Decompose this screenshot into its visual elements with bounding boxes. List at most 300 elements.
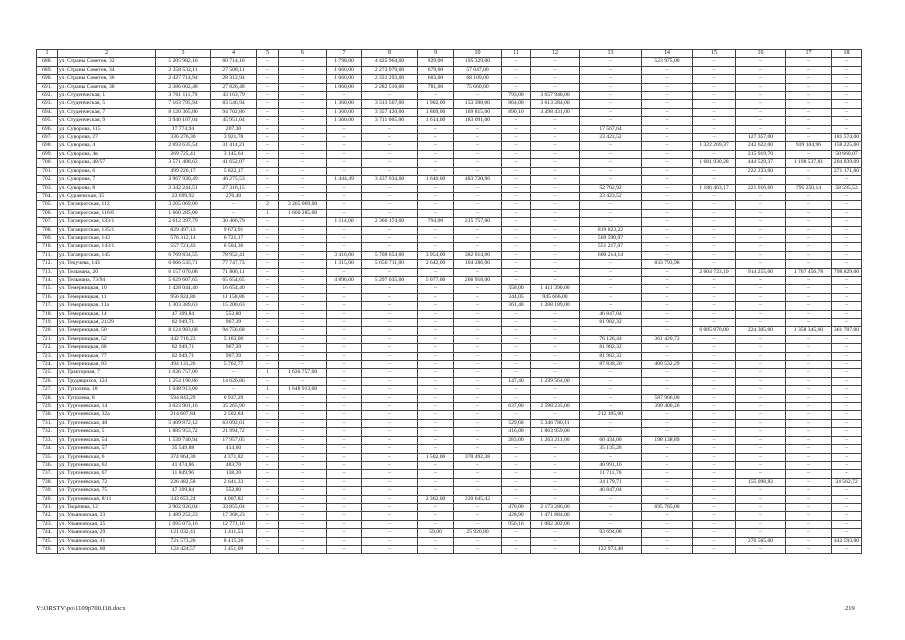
- value-cell: –: [736, 445, 786, 453]
- value-cell: –: [502, 234, 531, 242]
- value-cell: –: [693, 529, 736, 537]
- row-number-cell: 708.: [37, 226, 58, 234]
- row-number-cell: 739.: [37, 487, 58, 495]
- value-cell: 93 694,08: [580, 529, 642, 537]
- value-cell: –: [362, 285, 418, 293]
- value-cell: –: [454, 419, 502, 427]
- value-cell: –: [693, 335, 736, 343]
- value-cell: 30 466,79: [211, 218, 257, 226]
- value-cell: –: [736, 83, 786, 91]
- value-cell: –: [327, 394, 362, 402]
- table-row: [37, 319, 862, 327]
- value-cell: –: [736, 503, 786, 511]
- value-cell: –: [642, 461, 693, 469]
- value-cell: –: [257, 58, 279, 66]
- value-cell: 374 864,30: [156, 453, 211, 461]
- address-cell: ул. Тельмана, 20: [58, 268, 156, 276]
- value-cell: 269 725,41: [156, 150, 211, 158]
- column-header: 10: [454, 50, 502, 58]
- value-cell: –: [327, 369, 362, 377]
- value-cell: 1 767 456,78: [786, 268, 832, 276]
- row-number-cell: 740.: [37, 495, 58, 503]
- value-cell: –: [502, 66, 531, 74]
- value-cell: –: [418, 201, 454, 209]
- row-number-cell: 741.: [37, 503, 58, 511]
- value-cell: –: [642, 520, 693, 528]
- value-cell: –: [454, 470, 502, 478]
- value-cell: –: [736, 251, 786, 259]
- value-cell: –: [580, 100, 642, 108]
- value-cell: –: [693, 117, 736, 125]
- value-cell: –: [580, 512, 642, 520]
- row-number-cell: 727.: [37, 386, 58, 394]
- column-header: 11: [502, 50, 531, 58]
- value-cell: –: [786, 234, 832, 242]
- value-cell: –: [531, 276, 580, 284]
- value-cell: –: [362, 92, 418, 100]
- value-cell: –: [454, 243, 502, 251]
- value-cell: –: [279, 243, 327, 251]
- value-cell: 795 250,14: [786, 184, 832, 192]
- value-cell: –: [693, 234, 736, 242]
- column-header: 7: [327, 50, 362, 58]
- value-cell: –: [736, 361, 786, 369]
- value-cell: –: [580, 369, 642, 377]
- value-cell: –: [832, 83, 862, 91]
- table-row: [37, 386, 862, 394]
- row-number-cell: 702.: [37, 176, 58, 184]
- value-cell: 587 906,00: [642, 394, 693, 402]
- value-cell: 343 653,24: [156, 495, 211, 503]
- value-cell: –: [502, 529, 531, 537]
- value-cell: –: [257, 176, 279, 184]
- value-cell: –: [832, 218, 862, 226]
- value-cell: –: [362, 201, 418, 209]
- table-row: [37, 293, 862, 301]
- value-cell: –: [502, 361, 531, 369]
- value-cell: –: [327, 167, 362, 175]
- value-cell: –: [327, 361, 362, 369]
- value-cell: –: [786, 403, 832, 411]
- value-cell: –: [531, 386, 580, 394]
- table-row: [37, 159, 862, 167]
- value-cell: –: [418, 419, 454, 427]
- value-cell: –: [257, 276, 279, 284]
- value-cell: –: [786, 545, 832, 553]
- value-cell: 4 896,00: [327, 276, 362, 284]
- value-cell: –: [736, 319, 786, 327]
- value-cell: 833 793,98: [642, 260, 693, 268]
- value-cell: –: [418, 159, 454, 167]
- row-number-cell: 712.: [37, 260, 58, 268]
- value-cell: –: [362, 478, 418, 486]
- value-cell: –: [531, 184, 580, 192]
- value-cell: –: [257, 394, 279, 402]
- value-cell: –: [736, 293, 786, 301]
- value-cell: –: [279, 134, 327, 142]
- value-cell: –: [362, 411, 418, 419]
- value-cell: –: [279, 520, 327, 528]
- value-cell: –: [693, 293, 736, 301]
- address-cell: ул. Страны Советов, 32: [58, 58, 156, 66]
- table-row: [37, 209, 862, 217]
- value-cell: –: [531, 209, 580, 217]
- value-cell: 5 346 780,11: [531, 419, 580, 427]
- value-cell: –: [327, 520, 362, 528]
- value-cell: –: [257, 75, 279, 83]
- value-cell: –: [454, 487, 502, 495]
- value-cell: –: [832, 125, 862, 133]
- value-cell: –: [642, 83, 693, 91]
- value-cell: –: [786, 293, 832, 301]
- value-cell: –: [786, 344, 832, 352]
- table-row: [37, 537, 862, 545]
- value-cell: 17 368,23: [211, 512, 257, 520]
- value-cell: 1 288 189,00: [531, 302, 580, 310]
- value-cell: –: [502, 176, 531, 184]
- address-cell: ул. Ульяновская, 29: [58, 529, 156, 537]
- value-cell: 2 641,33: [211, 478, 257, 486]
- value-cell: 4 371,82: [211, 453, 257, 461]
- value-cell: –: [418, 243, 454, 251]
- value-cell: –: [454, 327, 502, 335]
- address-cell: ул. Тельмана, 73/94: [58, 276, 156, 284]
- value-cell: –: [454, 302, 502, 310]
- value-cell: –: [327, 529, 362, 537]
- value-cell: –: [832, 260, 862, 268]
- address-cell: ул. Темерницкая, 77: [58, 352, 156, 360]
- value-cell: –: [832, 302, 862, 310]
- address-cell: ул. Страны Советов, 36: [58, 75, 156, 83]
- value-cell: –: [832, 234, 862, 242]
- value-cell: –: [832, 176, 862, 184]
- value-cell: 183 091,00: [454, 117, 502, 125]
- value-cell: –: [832, 243, 862, 251]
- value-cell: 8 415,26: [211, 537, 257, 545]
- value-cell: –: [832, 226, 862, 234]
- table-row: [37, 142, 862, 150]
- value-cell: 1 411,53: [211, 529, 257, 537]
- address-cell: ул. Текучева, 143: [58, 260, 156, 268]
- value-cell: –: [454, 386, 502, 394]
- row-number-cell: 717.: [37, 302, 58, 310]
- value-cell: –: [786, 445, 832, 453]
- value-cell: –: [642, 66, 693, 74]
- value-cell: –: [279, 184, 327, 192]
- row-number-cell: 709.: [37, 234, 58, 242]
- value-cell: –: [832, 66, 862, 74]
- value-cell: 967,39: [211, 344, 257, 352]
- value-cell: 793,00: [502, 92, 531, 100]
- value-cell: –: [257, 293, 279, 301]
- value-cell: 483 720,96: [454, 176, 502, 184]
- value-cell: 65 654,65: [211, 276, 257, 284]
- value-cell: –: [693, 403, 736, 411]
- column-header: 16: [736, 50, 786, 58]
- value-cell: –: [786, 125, 832, 133]
- value-cell: –: [502, 142, 531, 150]
- table-row: [37, 192, 862, 200]
- value-cell: –: [531, 218, 580, 226]
- value-cell: 6 721,17: [211, 234, 257, 242]
- value-cell: 11 711,76: [580, 470, 642, 478]
- value-cell: –: [580, 83, 642, 91]
- row-number-cell: 691.: [37, 83, 58, 91]
- value-cell: –: [693, 436, 736, 444]
- address-cell: ул. Суворова, 4в: [58, 150, 156, 158]
- value-cell: –: [279, 470, 327, 478]
- row-number-cell: 723.: [37, 352, 58, 360]
- value-cell: –: [279, 461, 327, 469]
- value-cell: –: [786, 66, 832, 74]
- value-cell: –: [362, 184, 418, 192]
- value-cell: –: [786, 369, 832, 377]
- row-number-cell: 732.: [37, 428, 58, 436]
- value-cell: –: [786, 394, 832, 402]
- value-cell: –: [327, 478, 362, 486]
- value-cell: 25 926,80: [454, 529, 502, 537]
- value-cell: –: [257, 234, 279, 242]
- row-number-cell: 728.: [37, 394, 58, 402]
- address-cell: ул. Студенческая, 1: [58, 92, 156, 100]
- value-cell: –: [580, 176, 642, 184]
- column-header: 18: [832, 50, 862, 58]
- value-cell: –: [279, 411, 327, 419]
- address-cell: ул. Тюрязева, 12: [58, 503, 156, 511]
- value-cell: –: [832, 117, 862, 125]
- value-cell: –: [502, 251, 531, 259]
- value-cell: –: [693, 92, 736, 100]
- value-cell: –: [257, 470, 279, 478]
- table-row: [37, 344, 862, 352]
- value-cell: 442 593,00: [832, 537, 862, 545]
- value-cell: –: [693, 369, 736, 377]
- value-cell: –: [531, 58, 580, 66]
- value-cell: 68 109,00: [454, 75, 502, 83]
- value-cell: –: [786, 167, 832, 175]
- value-cell: 266 918,00: [454, 276, 502, 284]
- value-cell: –: [362, 344, 418, 352]
- value-cell: 382 014,00: [454, 251, 502, 259]
- value-cell: –: [736, 302, 786, 310]
- value-cell: –: [257, 344, 279, 352]
- address-cell: ул. Тургеневская, 6: [58, 453, 156, 461]
- value-cell: –: [642, 134, 693, 142]
- row-number-cell: 701.: [37, 167, 58, 175]
- value-cell: –: [418, 150, 454, 158]
- value-cell: –: [736, 520, 786, 528]
- value-cell: 3 657 948,00: [531, 92, 580, 100]
- value-cell: –: [327, 419, 362, 427]
- value-cell: –: [502, 369, 531, 377]
- value-cell: –: [832, 445, 862, 453]
- value-cell: –: [279, 218, 327, 226]
- value-cell: –: [832, 461, 862, 469]
- value-cell: –: [736, 352, 786, 360]
- value-cell: –: [642, 445, 693, 453]
- table-row: [37, 310, 862, 318]
- value-cell: –: [786, 478, 832, 486]
- value-cell: 46 847,04: [580, 310, 642, 318]
- value-cell: 1 303 389,63: [156, 302, 211, 310]
- value-cell: –: [257, 125, 279, 133]
- value-cell: –: [736, 310, 786, 318]
- value-cell: –: [502, 260, 531, 268]
- value-cell: –: [786, 58, 832, 66]
- value-cell: –: [642, 411, 693, 419]
- value-cell: 390 400,26: [642, 403, 693, 411]
- value-cell: –: [693, 520, 736, 528]
- value-cell: –: [362, 419, 418, 427]
- value-cell: 122 973,48: [580, 545, 642, 553]
- value-cell: 336 276,30: [156, 134, 211, 142]
- value-cell: 4 007,82: [211, 495, 257, 503]
- value-cell: 82 949,71: [156, 319, 211, 327]
- table-row: [37, 243, 862, 251]
- value-cell: –: [454, 226, 502, 234]
- value-cell: –: [362, 436, 418, 444]
- value-cell: 1 411 390,00: [531, 285, 580, 293]
- value-cell: –: [736, 108, 786, 116]
- row-number-cell: 730.: [37, 411, 58, 419]
- value-cell: –: [642, 285, 693, 293]
- table-row: [37, 83, 862, 91]
- address-cell: ул. Суворова, 8: [58, 184, 156, 192]
- value-cell: –: [531, 529, 580, 537]
- value-cell: –: [786, 386, 832, 394]
- value-cell: –: [693, 83, 736, 91]
- value-cell: –: [531, 268, 580, 276]
- value-cell: 1 186 463,17: [693, 184, 736, 192]
- value-cell: 3 416,00: [327, 251, 362, 259]
- value-cell: –: [362, 125, 418, 133]
- value-cell: –: [580, 209, 642, 217]
- value-cell: –: [362, 150, 418, 158]
- column-header: 13: [580, 50, 642, 58]
- value-cell: –: [580, 75, 642, 83]
- value-cell: –: [257, 167, 279, 175]
- value-cell: –: [502, 352, 531, 360]
- value-cell: 27 316,15: [211, 184, 257, 192]
- value-cell: 2 273 979,00: [362, 66, 418, 74]
- table-row: [37, 234, 862, 242]
- column-header: 1: [37, 50, 58, 58]
- value-cell: 470,00: [502, 503, 531, 511]
- value-cell: –: [257, 83, 279, 91]
- value-cell: –: [531, 335, 580, 343]
- value-cell: 47 399,84: [156, 310, 211, 318]
- value-cell: –: [693, 487, 736, 495]
- value-cell: –: [832, 251, 862, 259]
- value-cell: –: [418, 167, 454, 175]
- value-cell: –: [693, 394, 736, 402]
- value-cell: –: [642, 470, 693, 478]
- value-cell: 3 313 567,00: [362, 100, 418, 108]
- value-cell: –: [502, 335, 531, 343]
- value-cell: 1 648 913,00: [279, 386, 327, 394]
- value-cell: –: [786, 260, 832, 268]
- value-cell: 557 721,43: [156, 243, 211, 251]
- value-cell: –: [418, 310, 454, 318]
- table-row: [37, 453, 862, 461]
- value-cell: –: [642, 428, 693, 436]
- value-cell: –: [580, 386, 642, 394]
- value-cell: –: [642, 117, 693, 125]
- value-cell: 75 660,00: [454, 83, 502, 91]
- value-cell: –: [257, 529, 279, 537]
- value-cell: –: [454, 403, 502, 411]
- value-cell: –: [454, 537, 502, 545]
- value-cell: –: [502, 268, 531, 276]
- value-cell: –: [418, 461, 454, 469]
- value-cell: –: [832, 285, 862, 293]
- value-cell: –: [693, 100, 736, 108]
- value-cell: 23 423,52: [580, 192, 642, 200]
- value-cell: 11 849,96: [156, 470, 211, 478]
- address-cell: ул. Трудящихся, 124: [58, 377, 156, 385]
- value-cell: –: [418, 327, 454, 335]
- document-table-container: [36, 49, 861, 554]
- value-cell: –: [418, 403, 454, 411]
- value-cell: –: [327, 310, 362, 318]
- row-number-cell: 720.: [37, 327, 58, 335]
- value-cell: –: [279, 142, 327, 150]
- value-cell: –: [257, 100, 279, 108]
- table-row: [37, 545, 862, 553]
- value-cell: 1: [257, 386, 279, 394]
- row-number-cell: 731.: [37, 419, 58, 427]
- value-cell: 400 532,29: [642, 361, 693, 369]
- row-number-cell: 706.: [37, 209, 58, 217]
- value-cell: 5 822,17: [211, 167, 257, 175]
- value-cell: –: [693, 377, 736, 385]
- value-cell: –: [786, 529, 832, 537]
- value-cell: –: [257, 487, 279, 495]
- value-cell: 21 994,72: [211, 428, 257, 436]
- value-cell: –: [832, 453, 862, 461]
- value-cell: –: [531, 75, 580, 83]
- address-cell: ул. Суворова, 7: [58, 176, 156, 184]
- value-cell: –: [279, 403, 327, 411]
- value-cell: –: [502, 470, 531, 478]
- value-cell: –: [693, 285, 736, 293]
- value-cell: –: [736, 545, 786, 553]
- value-cell: –: [580, 108, 642, 116]
- value-cell: 1 060,00: [327, 75, 362, 83]
- address-cell: ул. Тургеневская, 48: [58, 419, 156, 427]
- value-cell: –: [418, 369, 454, 377]
- value-cell: –: [279, 226, 327, 234]
- value-cell: –: [531, 251, 580, 259]
- value-cell: –: [418, 234, 454, 242]
- value-cell: –: [693, 512, 736, 520]
- value-cell: –: [531, 150, 580, 158]
- value-cell: –: [454, 344, 502, 352]
- value-cell: 94 702,86: [211, 108, 257, 116]
- value-cell: –: [786, 285, 832, 293]
- value-cell: –: [418, 184, 454, 192]
- row-number-cell: 695.: [37, 117, 58, 125]
- value-cell: 6 085 870,00: [693, 327, 736, 335]
- table-row: [37, 226, 862, 234]
- value-cell: –: [418, 226, 454, 234]
- value-cell: –: [580, 276, 642, 284]
- value-cell: –: [418, 125, 454, 133]
- value-cell: –: [580, 159, 642, 167]
- value-cell: –: [531, 125, 580, 133]
- value-cell: –: [362, 142, 418, 150]
- value-cell: –: [642, 192, 693, 200]
